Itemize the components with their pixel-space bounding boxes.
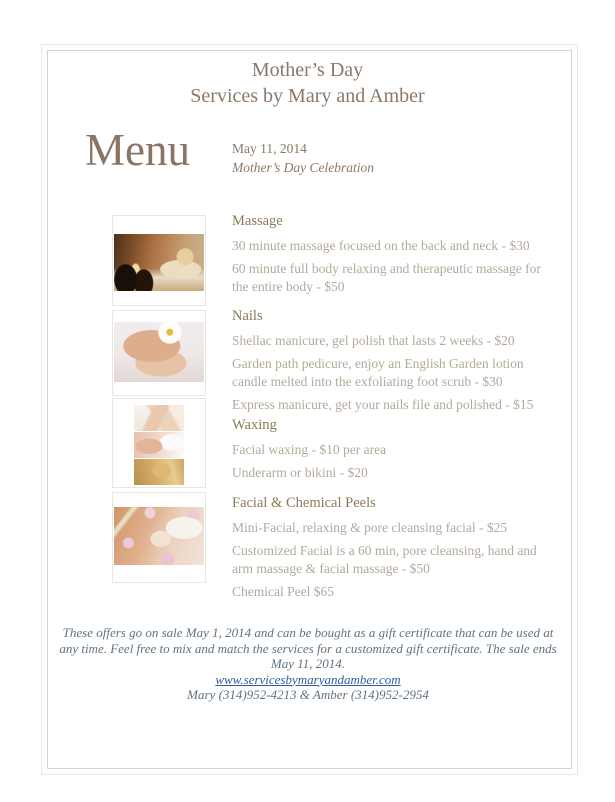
section-heading-facial-peels: Facial & Chemical Peels [232, 495, 376, 511]
document-title [42, 57, 573, 109]
massage-photo [114, 234, 204, 291]
service-item: Facial waxing - $10 per area [232, 442, 387, 457]
waxing-legs-photo [134, 405, 184, 431]
waxing-underarm-photo [134, 432, 184, 458]
section-massage [232, 212, 552, 301]
service-item: Chemical Peel $65 [232, 583, 334, 599]
section-waxing [232, 416, 552, 486]
document-title-line1: Mother’s Day [251, 59, 364, 81]
waxing-photo-frame [112, 398, 206, 488]
waxing-gold-facial-photo [134, 459, 184, 485]
service-item: Underarm or bikini - $20 [232, 464, 368, 480]
footer-note: These offers go on sale May 1, 2014 and can be bought as a gift certificate that can be used at any time. Feel free to mix and match the services for a customized gift certificate. The sale ends May 11, 2014. [59, 625, 557, 671]
section-heading-waxing: Waxing [232, 417, 277, 433]
section-nails [232, 307, 552, 418]
document-title-line2: Services by Mary and Amber [190, 85, 425, 107]
facial-peel-photo [114, 507, 204, 565]
nails-photo-frame [112, 310, 206, 396]
footer [58, 625, 558, 703]
nails-photo [114, 322, 204, 382]
event-subtitle: Mother’s Day Celebration [232, 160, 374, 175]
event-date: May 11, 2014 [232, 141, 307, 156]
section-facial-peels [232, 494, 552, 605]
service-item: Express manicure, get your nails file and polished - $15 [232, 396, 534, 412]
section-heading-nails: Nails [232, 308, 263, 324]
menu-heading: Menu [85, 125, 190, 175]
service-item: 60 minute full body relaxing and therapeutic massage for the entire body - $50 [232, 260, 541, 294]
website-link[interactable]: www.servicesbymaryandamber.com [215, 671, 401, 687]
service-item: 30 minute massage focused on the back and neck - $30 [232, 238, 530, 253]
massage-photo-frame [112, 215, 206, 306]
service-item: Customized Facial is a 60 min, pore cleansing, hand and arm massage & facial massage - $50 [232, 542, 537, 576]
service-item: Garden path pedicure, enjoy an English Garden lotion candle melted into the exfoliating foot scrub - $30 [232, 355, 524, 389]
facial-peel-photo-frame [112, 492, 206, 583]
service-item: Shellac manicure, gel polish that lasts 2 weeks - $20 [232, 333, 515, 348]
contact-phones: Mary (314)952-4213 & Amber (314)952-2954 [187, 687, 429, 702]
service-item: Mini-Facial, relaxing & pore cleansing facial - $25 [232, 520, 508, 535]
section-heading-massage: Massage [232, 213, 283, 229]
